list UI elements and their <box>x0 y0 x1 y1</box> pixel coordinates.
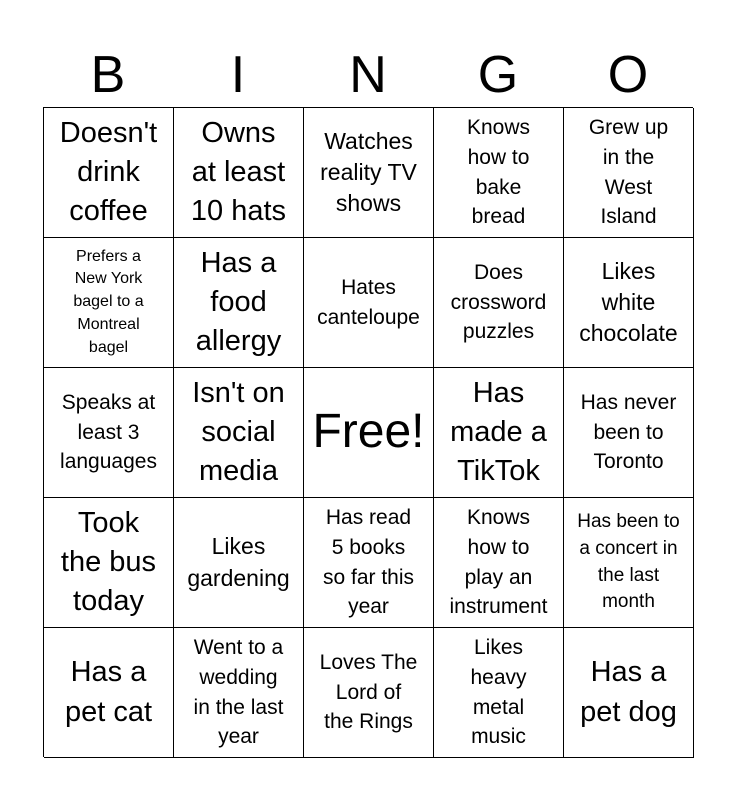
header-letter-o: O <box>607 46 649 104</box>
bingo-cell[interactable]: Knows how to bake bread <box>434 108 564 238</box>
bingo-cell[interactable]: Hates canteloupe <box>304 238 434 368</box>
header-letter-g: G <box>477 46 519 104</box>
bingo-cell[interactable]: Has a food allergy <box>174 238 304 368</box>
bingo-cell[interactable]: Isn't on social media <box>174 368 304 498</box>
bingo-cell[interactable]: Loves The Lord of the Rings <box>304 628 434 758</box>
bingo-cell[interactable]: Went to a wedding in the last year <box>174 628 304 758</box>
free-space-cell[interactable]: Free! <box>304 368 434 498</box>
bingo-cell[interactable]: Has been to a concert in the last month <box>564 498 694 628</box>
bingo-cell[interactable]: Took the bus today <box>44 498 174 628</box>
bingo-board <box>43 107 693 757</box>
header-letter-b: B <box>90 46 126 104</box>
bingo-cell[interactable]: Knows how to play an instrument <box>434 498 564 628</box>
bingo-cell[interactable]: Doesn't drink coffee <box>44 108 174 238</box>
bingo-header <box>43 44 693 106</box>
bingo-cell[interactable]: Has never been to Toronto <box>564 368 694 498</box>
bingo-cell[interactable]: Has read 5 books so far this year <box>304 498 434 628</box>
header-letter-i: I <box>230 46 246 104</box>
bingo-cell[interactable]: Owns at least 10 hats <box>174 108 304 238</box>
bingo-cell[interactable]: Likes gardening <box>174 498 304 628</box>
bingo-cell[interactable]: Grew up in the West Island <box>564 108 694 238</box>
bingo-cell[interactable]: Speaks at least 3 languages <box>44 368 174 498</box>
bingo-cell[interactable]: Has a pet cat <box>44 628 174 758</box>
header-letter-n: N <box>349 46 387 104</box>
bingo-cell[interactable]: Prefers a New York bagel to a Montreal bagel <box>44 238 174 368</box>
bingo-cell[interactable]: Has a pet dog <box>564 628 694 758</box>
bingo-cell[interactable]: Watches reality TV shows <box>304 108 434 238</box>
bingo-cell[interactable]: Likes heavy metal music <box>434 628 564 758</box>
bingo-cell[interactable]: Likes white chocolate <box>564 238 694 368</box>
bingo-cell[interactable]: Does crossword puzzles <box>434 238 564 368</box>
bingo-cell[interactable]: Has made a TikTok <box>434 368 564 498</box>
